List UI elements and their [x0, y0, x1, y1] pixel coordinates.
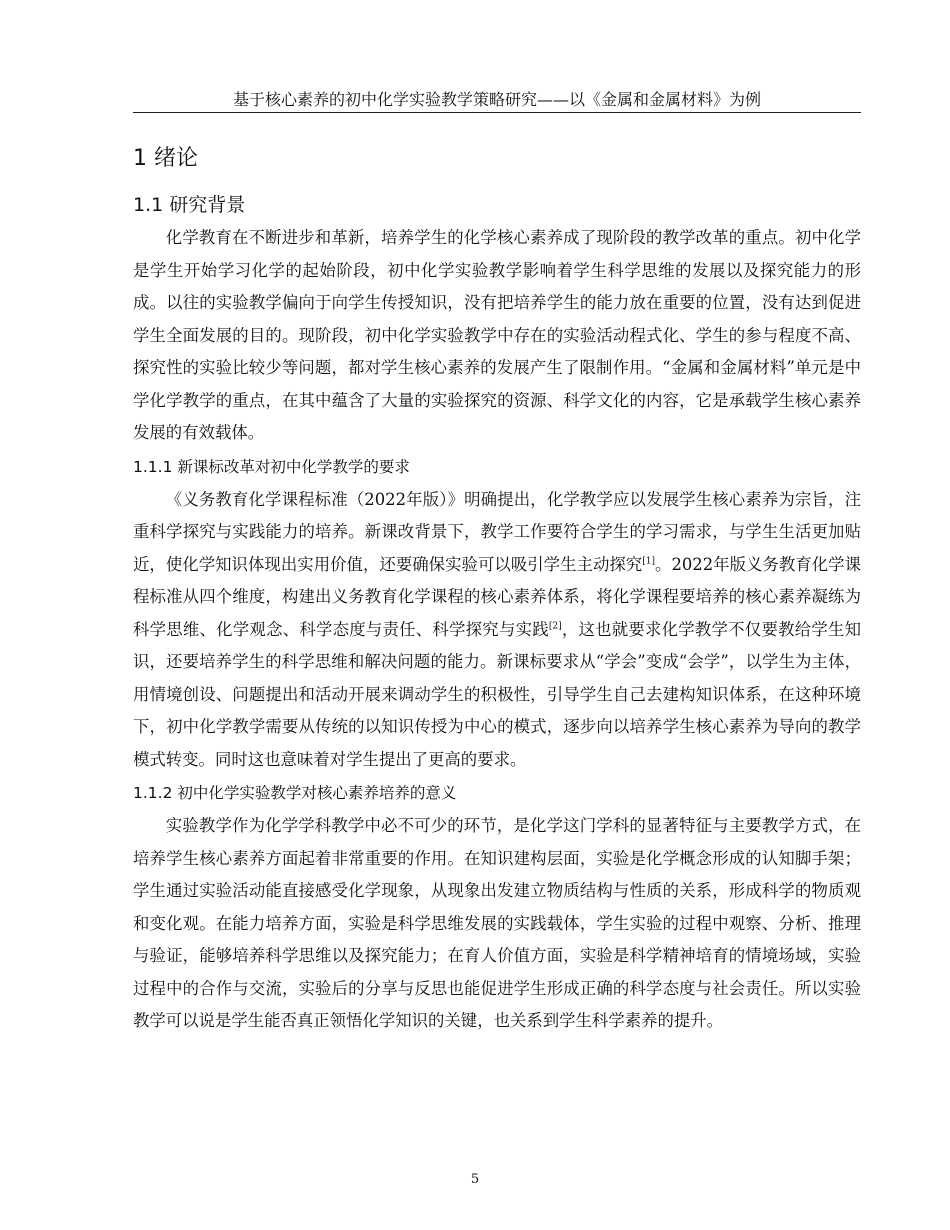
- paragraph-text-part-2: 。2022年版义务教育化学课程标准从四个维度，构建出义务教育化学课程的核心素养体系，将化学课程要培养的核心素养凝练为科学思维、化学观念、科学态度与责任、科学探究与实践: [133, 554, 862, 639]
- page-number: 5: [470, 1172, 480, 1187]
- citation-1[interactable]: [1]: [642, 556, 655, 567]
- section-heading-1-1-1: 1.1.1 新课标改革对初中化学教学的要求: [133, 457, 410, 476]
- citation-2[interactable]: [2]: [548, 621, 562, 632]
- page-content: [133, 140, 861, 1038]
- running-header: 基于核心素养的初中化学实验教学策略研究——以《金属和金属材料》为例: [133, 90, 861, 113]
- section-heading-1-1-2: 1.1.2 初中化学实验教学对核心素养培养的意义: [133, 784, 457, 802]
- paragraph-text-part-3: ，这也就要求化学教学不仅要教给学生知识，还要培养学生的科学思维和解决问题的能力。新课标要求从“学会”变成“会学”，以学生为主体，用情境创设、问题提出和活动开展来调动学生的积极性，引导学生自己去建构知识体系，在这种环境下，初中化学教学需要从传统的以知识传授为中心的模式，逐步向以培养学生核心素养为导向的教学模式转变。同时这也意味着对学生提出了更高的要求。: [133, 619, 861, 769]
- paragraph-research-background: 化学教育在不断进步和革新，培养学生的化学核心素养成了现阶段的教学改革的重点。初中化学是学生开始学习化学的起始阶段，初中化学实验教学影响着学生科学思维的发展以及探究能力的形成。以往的实验教学偏向于向学生传授知识，没有把培养学生的能力放在重要的位置，没有达到促进学生全面发展的目的。现阶段，初中化学实验教学中存在的实验活动程式化、学生的参与程度不高、探究性的实验比较少等问题，都对学生核心素养的发展产生了限制作用。“金属和金属材料”单元是中学化学教学的重点，在其中蕴含了大量的实验探究的资源、科学文化的内容，它是承载学生核心素养发展的有效载体。: [133, 228, 861, 442]
- paragraph-curriculum-reform: [133, 484, 861, 777]
- paragraph-text-part-1: 《义务教育化学课程标准（2022年版）》明确提出，化学教学应以发展学生核心素养为宗旨，注重科学探究与实践能力的培养。新课改背景下，教学工作要符合学生的学习需求，与学生生活更加贴近，使化学知识体现出实用价值，还要确保实验可以吸引学生主动探究: [133, 489, 861, 574]
- chapter-title: 1 绪论: [133, 146, 198, 171]
- section-heading-1-1: 1.1 研究背景: [133, 194, 246, 216]
- paragraph-experiment-significance: 实验教学作为化学学科教学中必不可少的环节，是化学这门学科的显著特征与主要教学方式，在培养学生核心素养方面起着非常重要的作用。在知识建构层面，实验是化学概念形成的认知脚手架；学生通过实验活动能直接感受化学现象，从现象出发建立物质结构与性质的关系，形成科学的物质观和变化观。在能力培养方面，实验是科学思维发展的实践载体，学生实验的过程中观察、分析、推理与验证，能够培养科学思维以及探究能力；在育人价值方面，实验是科学精神培育的情境场域，实验过程中的合作与交流，实验后的分享与反思也能促进学生形成正确的科学态度与社会责任。所以实验教学可以说是学生能否真正领悟化学知识的关键，也关系到学生科学素养的提升。: [133, 816, 861, 1030]
